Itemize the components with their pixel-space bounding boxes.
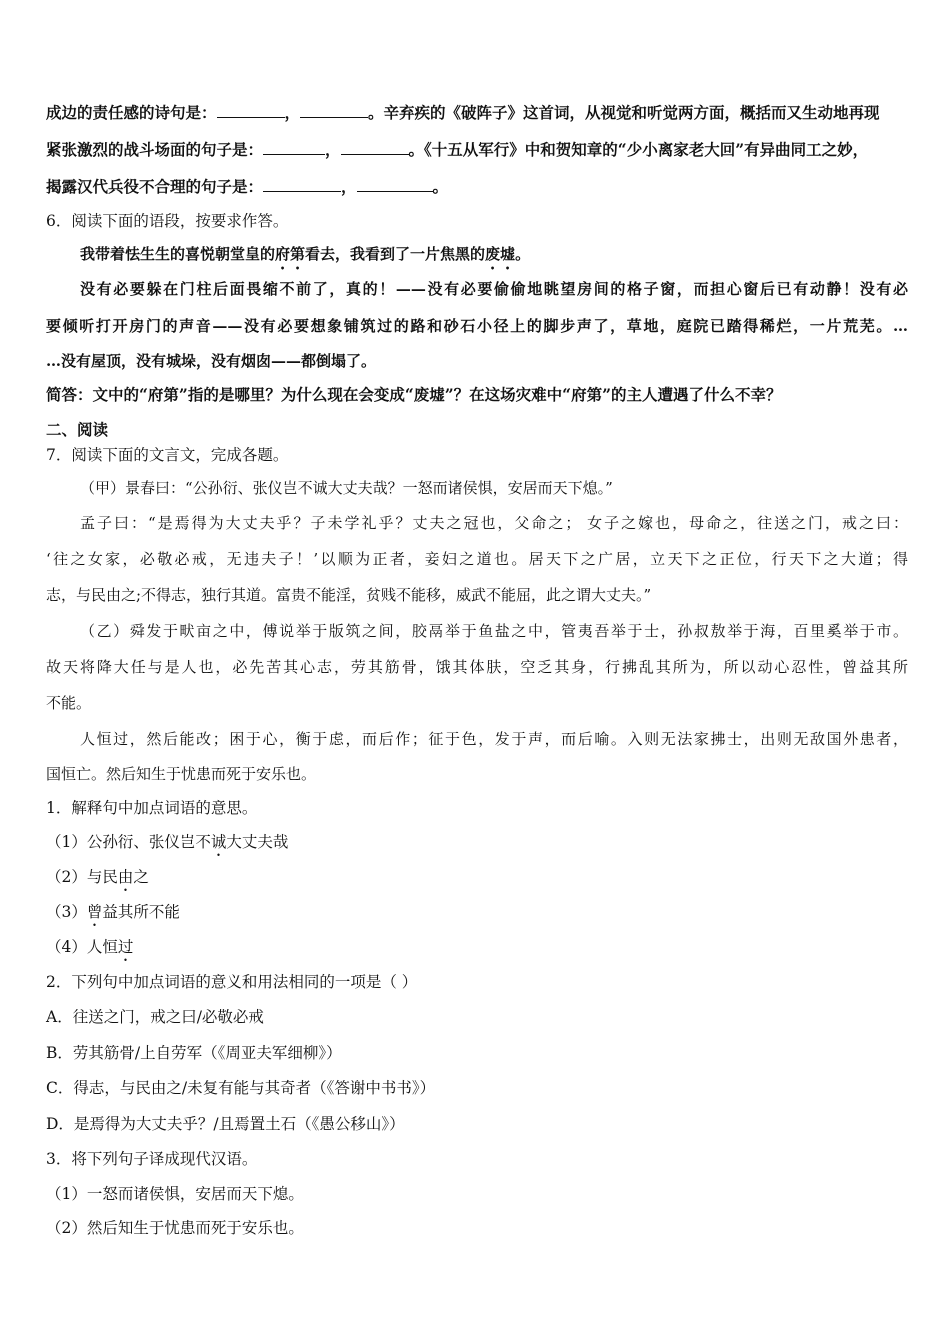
q7-passage-a-line: ‘往之女家，必敬必戒，无违夫子！’以顺为正者，妾妇之道也。居天下之广居，立天下之正位，行天下之大道；得 [46, 550, 908, 568]
q6-paragraph-3: 要倾听打开房门的声音——没有必要想象铺筑过的路和砂石小径上的脚步声了，草地，庭院已踏得稀烂，一片荒芜。… [46, 317, 908, 335]
q5-text: ， [325, 140, 341, 159]
q6-paragraph-2: 没有必要躲在门柱后面畏缩不前了，真的！——没有必要偷偷地眺望房间的格子窗，而担心窗后已有动静！没有必 [80, 280, 908, 298]
sub1-item [46, 831, 288, 860]
sub1-item [46, 866, 149, 895]
q5-text: 。 [432, 177, 449, 196]
q7-passage-c-line: 国恒亡。然后知生于忧患而死于安乐也。 [46, 765, 317, 783]
q7-passage-c-line: 人恒过，然后能改；困于心，衡于虑，而后作；征于色，发于声，而后喻。入则无法家拂士，出则无敌国外患者， [80, 730, 908, 748]
q6-title: 6．阅读下面的语段，按要求作答。 [46, 212, 289, 230]
sub1-text: （1）公孙衍、张仪岂不 [46, 833, 211, 851]
q7-title: 7．阅读下面的文言文，完成各题。 [46, 446, 289, 464]
option-c[interactable]: C．得志，与民由之/未复有能与其奇者（《答谢中书书》） [46, 1079, 436, 1097]
sub2-title: 2．下列句中加点词语的意义和用法相同的一项是（ ） [46, 973, 418, 991]
q5-text: ， [341, 177, 357, 196]
section-title: 二、阅读 [46, 420, 109, 439]
sub1-text: 益其所不能 [102, 903, 180, 921]
q7-passage-b-line: 不能。 [46, 694, 92, 712]
sub1-text: （4）人恒 [46, 938, 118, 956]
q6-text: 看去，我看到了一片焦黑的 [305, 245, 486, 263]
sub1-text: 大丈夫哉 [226, 833, 289, 851]
q7-passage-b-line: 故天将降大任与是人也，必先苦其心志，劳其筋骨，饿其体肤，空乏其身，行拂乱其所为，所以动心忍性，曾益其所 [46, 658, 908, 676]
sub1-text: （2）与民 [46, 868, 118, 886]
option-b[interactable]: B．劳其筋骨/上自劳军（《周亚夫军细柳》） [46, 1044, 342, 1062]
q5-text: 。《十五从军行》中和贺知章的“少小离家老大回”有异曲同工之妙， [408, 140, 869, 159]
q5-line-3 [46, 176, 448, 198]
q7-passage-b-line: （乙）舜发于畎亩之中，傅说举于版筑之间，胶鬲举于鱼盐之中，管夷吾举于士，孙叔敖举于海，百里奚举于市。 [80, 622, 908, 640]
sub3-sentence: （2）然后知生于忧患而死于安乐也。 [46, 1219, 304, 1237]
sub3-sentence: （1）一怒而诸侯惧，安居而天下熄。 [46, 1185, 304, 1203]
sub1-title: 1．解释句中加点词语的意思。 [46, 799, 258, 817]
q6-question: 简答：文中的“府第”指的是哪里？为什么现在会变成“废墟”？在这场灾难中“府第”的主人遭遇了什么不幸？ [46, 385, 782, 404]
answer-blank[interactable] [357, 176, 433, 192]
sub1-text: （3） [46, 903, 87, 921]
answer-blank[interactable] [300, 102, 368, 118]
q6-text: 我带着怯生生的喜悦朝堂皇的 [80, 245, 276, 263]
dotted-word: 过 [117, 938, 134, 956]
dotted-word: 曾 [86, 903, 103, 921]
dotted-word: 由 [117, 868, 134, 886]
q5-text: ， [284, 103, 301, 122]
q5-text: 揭露汉代兵役不合理的句子是： [46, 177, 264, 196]
q5-line-2 [46, 139, 868, 161]
q5-line-1 [46, 102, 880, 124]
answer-blank[interactable] [341, 139, 409, 155]
answer-blank[interactable] [263, 139, 325, 155]
q6-text: 。 [515, 245, 531, 263]
q7-passage-a-line: （甲）景春曰：“公孙衍、张仪岂不诚大丈夫哉？一怒而诸侯惧，安居而天下熄。” [80, 479, 613, 497]
q6-paragraph-1 [80, 243, 530, 273]
q7-passage-a-line: 志，与民由之;不得志，独行其道。富贵不能淫，贫贱不能移，威武不能屈，此之谓大丈夫。” [46, 586, 652, 604]
answer-blank[interactable] [263, 176, 341, 192]
dotted-word: 府第 [275, 245, 306, 263]
q5-text: 。辛弃疾的《破阵子》这首词，从视觉和听觉两方面，概括而又生动地再现 [368, 103, 880, 122]
sub1-text: 之 [133, 868, 149, 886]
option-a[interactable]: A．往送之门，戒之曰/必敬必戒 [46, 1008, 264, 1026]
dotted-word: 诚 [210, 833, 227, 851]
sub1-item [46, 901, 180, 930]
answer-blank[interactable] [217, 102, 285, 118]
q6-paragraph-4: …没有屋顶，没有城垛，没有烟囱——都倒塌了。 [46, 352, 377, 370]
q5-text: 成边的责任感的诗句是： [46, 103, 217, 122]
option-d[interactable]: D．是焉得为大丈夫乎？/且焉置土石（《愚公移山》） [46, 1115, 405, 1133]
sub3-title: 3．将下列句子译成现代汉语。 [46, 1150, 258, 1168]
dotted-word: 废墟 [485, 245, 516, 263]
q5-text: 紧张激烈的战斗场面的句子是： [46, 140, 264, 159]
q7-passage-a-line: 孟子曰：“是焉得为大丈夫乎？子未学礼乎？丈夫之冠也，父命之； 女子之嫁也，母命之，往送之门，戒之曰： [80, 514, 908, 532]
sub1-item [46, 936, 133, 965]
